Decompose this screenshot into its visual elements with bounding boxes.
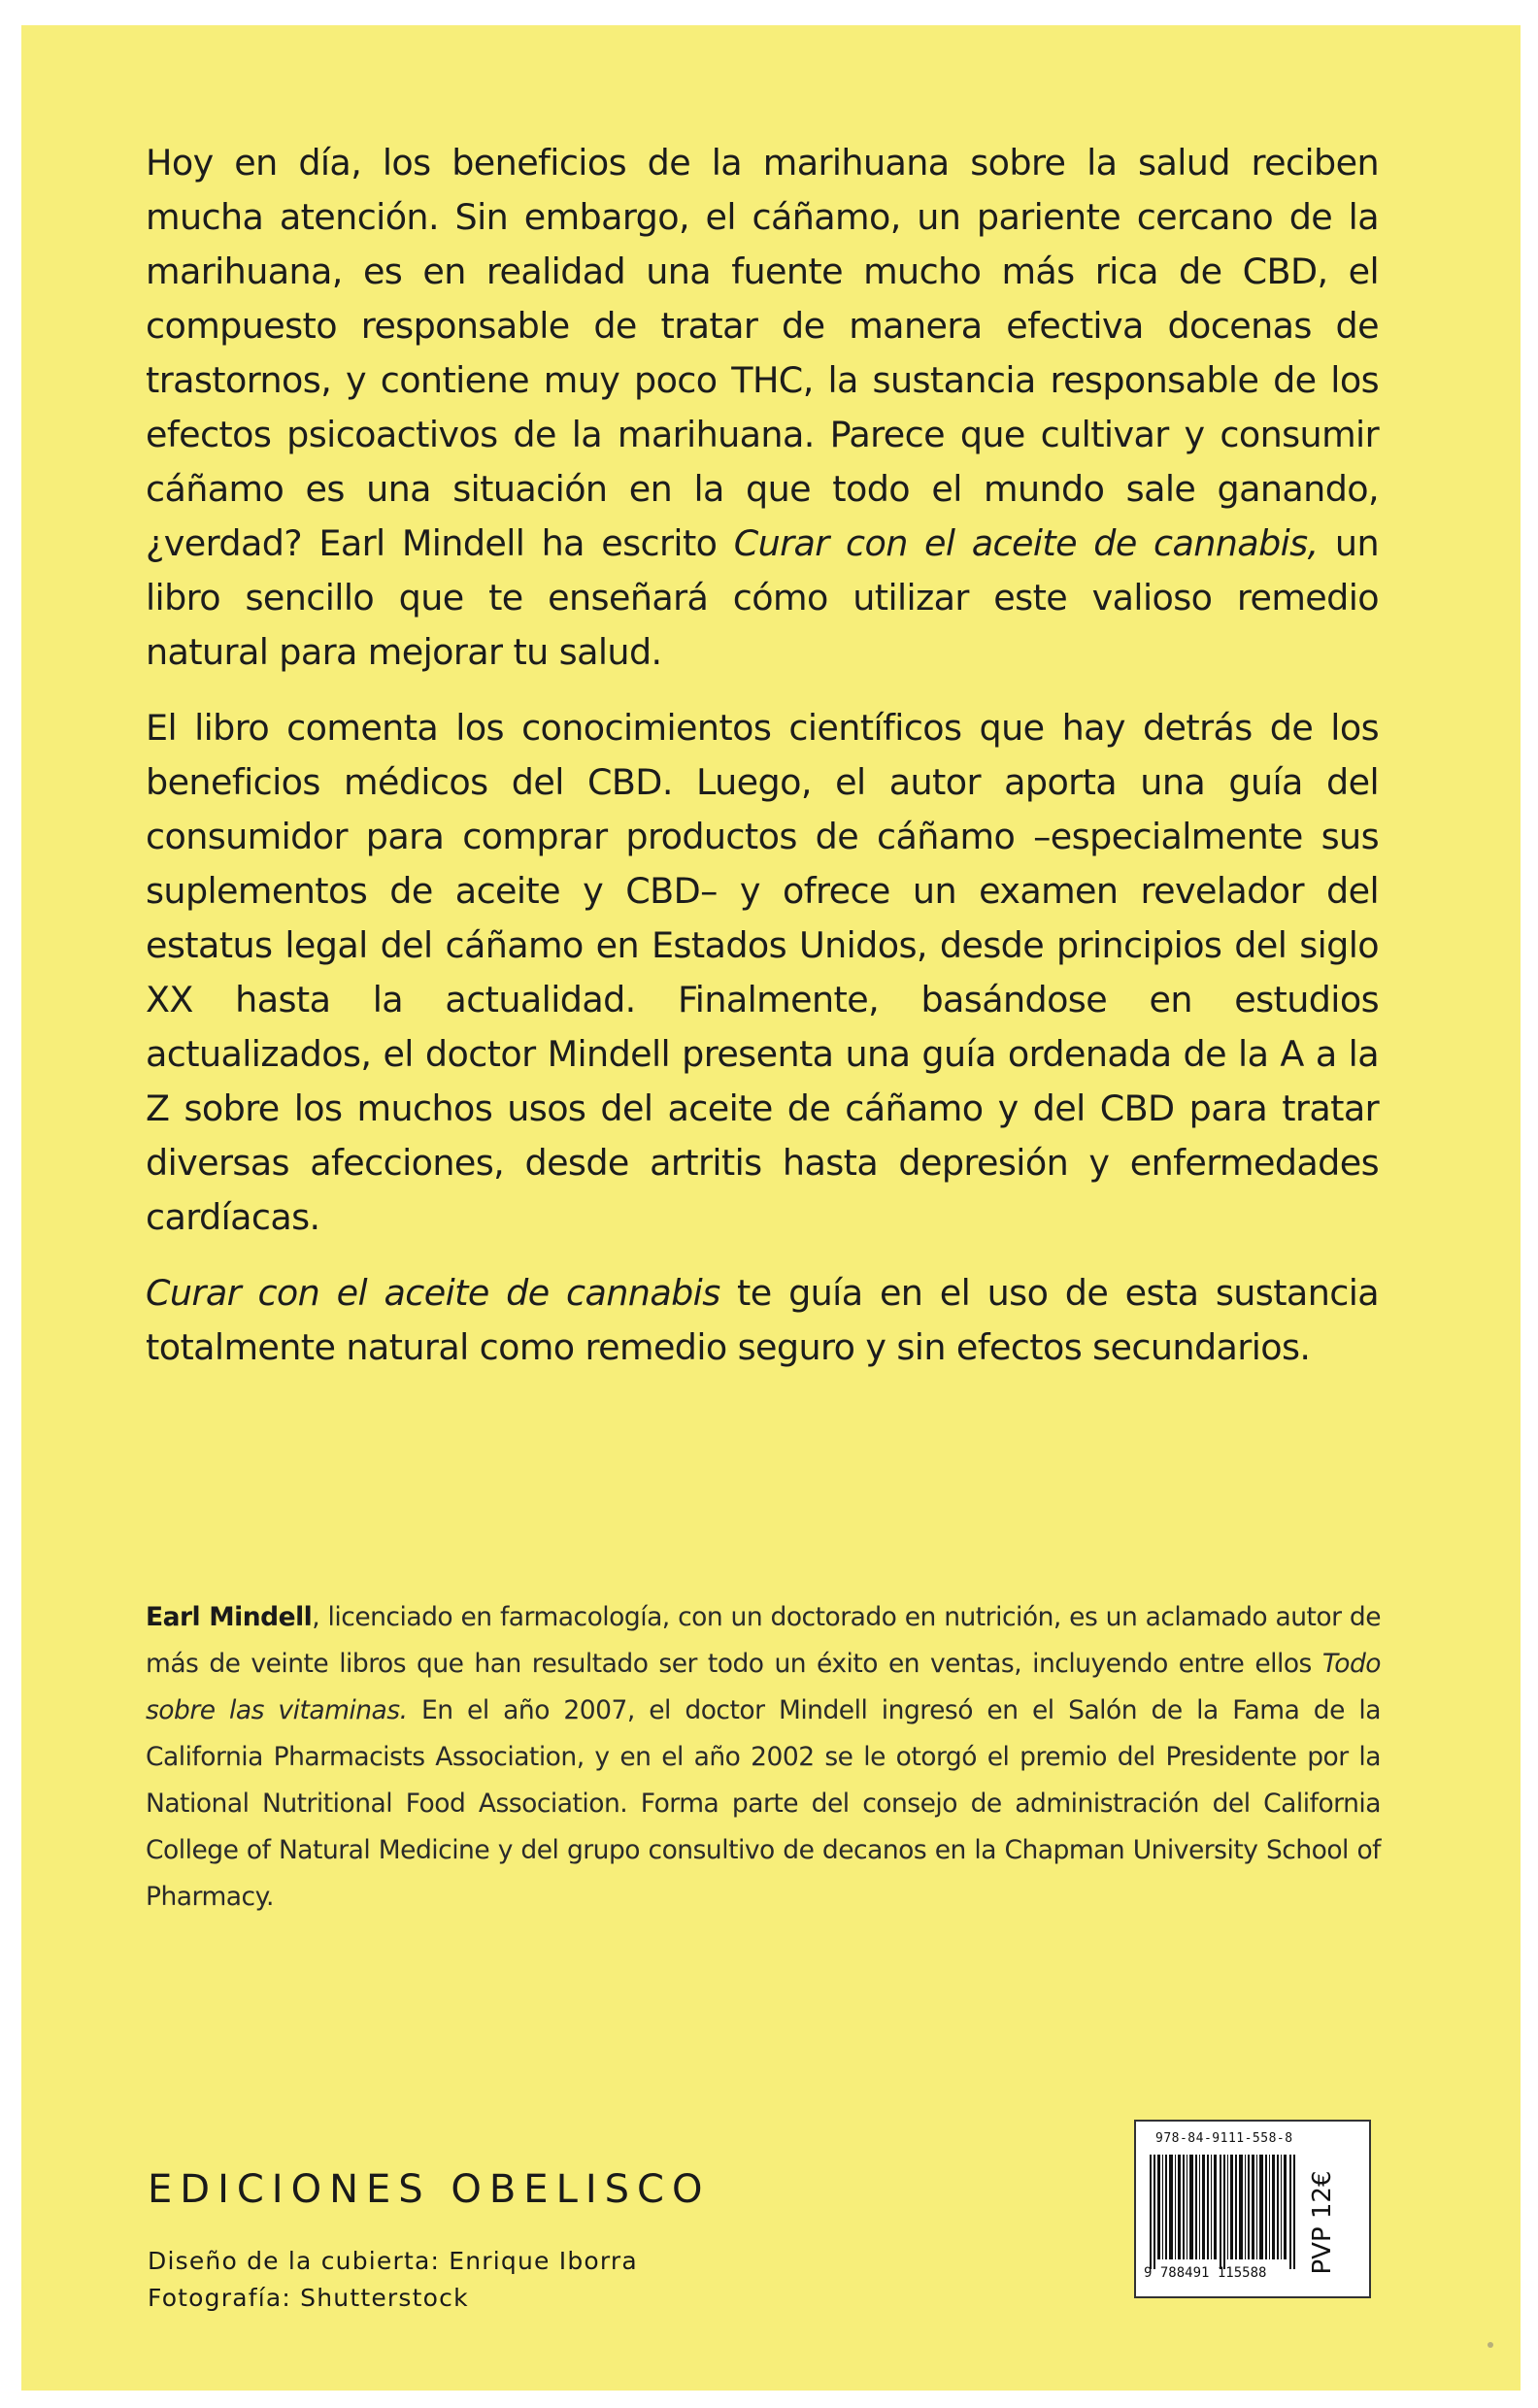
book-blurb bbox=[146, 136, 1379, 1396]
blurb-paragraph-1 bbox=[146, 136, 1379, 680]
cover-design-credit: Diseño de la cubierta: Enrique Iborra bbox=[148, 2247, 638, 2275]
dust-speck bbox=[1488, 2342, 1493, 2348]
bio-text-2: En el año 2007, el doctor Mindell ingresó en el Salón de la Fama de la California Pharmacists Association, y en el año 2002 se le otorgó el premio del Presidente por la National Nutritional Food Association. Forma parte del consejo de administración del California College of Natural Medicine y del grupo consultivo de decanos en la Chapman University School of Pharmacy. bbox=[146, 1695, 1381, 1912]
barcode-bars bbox=[1144, 2155, 1305, 2269]
blurb-p1-book-title: Curar con el aceite de cannabis, bbox=[733, 522, 1319, 564]
bio-book-title: Todo sobre las vitaminas. bbox=[146, 1649, 1381, 1725]
blurb-p1-text-end: un libro sencillo que te enseñará cómo utilizar este valioso remedio natural para mejorar tu salud. bbox=[146, 522, 1379, 673]
blurb-paragraph-2: El libro comenta los conocimientos científicos que hay detrás de los beneficios médicos del CBD. Luego, el autor aporta una guía del consumidor para comprar productos de cáñamo –especialmente sus suplementos de aceite y CBD– y ofrece un examen revelador del estatus legal del cáñamo en Estados Unidos, desde principios del siglo XX hasta la actualidad. Finalmente, basándose en estudios actualizados, el doctor Mindell presenta una guía ordenada de la A a la Z sobre los muchos usos del aceite de cáñamo y del CBD para tratar diversas afecciones, desde artritis hasta depresión y enfermedades cardíacas. bbox=[146, 707, 1379, 1238]
blurb-paragraph-3 bbox=[146, 1266, 1379, 1375]
credits bbox=[148, 2243, 638, 2317]
blurb-p1-text-start: Hoy en día, los beneficios de la marihuana sobre la salud reciben mucha atención. Sin embargo, el cáñamo, un pariente cercano de la marihuana, es en realidad una fuente mucho más rica de CBD, el compuesto responsable de tratar de manera efectiva docenas de trastornos, y contiene muy poco THC, la sustancia responsable de los efectos psicoactivos de la marihuana. Parece que cultivar y consumir cáñamo es una situación en la que todo el mundo sale ganando, ¿verdad? Earl Mindell ha escrito bbox=[146, 142, 1379, 564]
author-bio bbox=[146, 1594, 1381, 1921]
blurb-p3-book-title: Curar con el aceite de cannabis bbox=[146, 1272, 720, 1314]
barcode-digits: 9 788491 115588 bbox=[1144, 2265, 1267, 2281]
isbn-number: 978-84-9111-558-8 bbox=[1155, 2131, 1293, 2146]
author-name: Earl Mindell bbox=[146, 1602, 313, 1632]
blurb-p3-text: te guía en el uso de esta sustancia totalmente natural como remedio seguro y sin efectos secundarios. bbox=[146, 1272, 1379, 1368]
publisher-name: EDICIONES OBELISCO bbox=[148, 2167, 711, 2212]
barcode-panel bbox=[1134, 2120, 1371, 2298]
photo-credit: Fotografía: Shutterstock bbox=[148, 2284, 469, 2312]
price-label: PVP 12€ bbox=[1308, 2170, 1337, 2275]
bio-text-1: , licenciado en farmacología, con un doctorado en nutrición, es un aclamado autor de más de veinte libros que han resultado ser todo un éxito en ventas, incluyendo entre ellos bbox=[146, 1602, 1381, 1679]
